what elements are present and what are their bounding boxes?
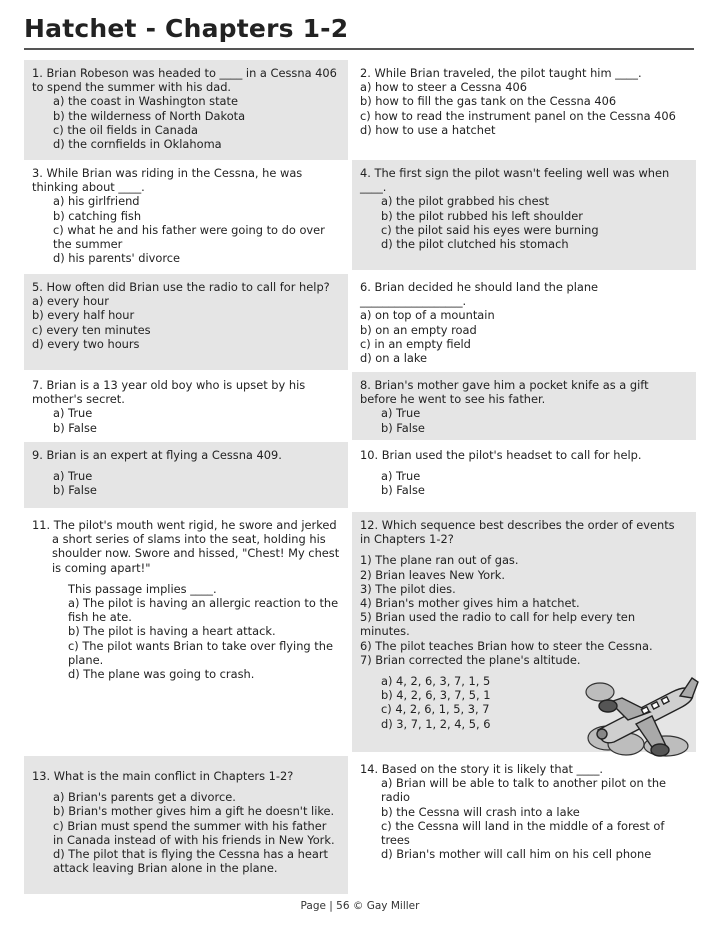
question-13-option-c: c) Brian must spend the summer with his father in Canada instead of with his friends in New York. — [53, 818, 335, 847]
question-10-option-b: b) False — [381, 483, 425, 498]
question-6-blank: __________________. — [360, 294, 467, 309]
question-3 — [24, 160, 348, 270]
question-5-option-b: b) every half hour — [32, 308, 135, 323]
question-3-option-c: c) what he and his father were going to do over the summer — [53, 222, 325, 252]
question-7 — [24, 372, 348, 440]
question-4-option-a: a) the pilot grabbed his chest — [381, 194, 550, 209]
question-6-option-c: c) in an empty field — [360, 336, 471, 351]
question-11-option-a: a) The pilot is having an allergic reaction to the fish he ate. — [68, 596, 339, 625]
question-5-option-d: d) every two hours — [32, 336, 140, 351]
question-3-option-a: a) his girlfriend — [53, 194, 140, 209]
question-13-option-d: d) The pilot that is flying the Cessna has a heart attack leaving Brian alone in the plane. — [53, 847, 329, 876]
question-12-event-5: 5) Brian used the radio to call for help every ten minutes. — [360, 610, 636, 639]
question-3-text: 3. While Brian was riding in the Cessna, he was thinking about ____. — [32, 166, 303, 195]
question-2 — [352, 60, 696, 160]
question-12-event-7: 7) Brian corrected the plane's altitude. — [360, 652, 581, 667]
question-4-text: 4. The first sign the pilot wasn't feeling well was when ____. — [360, 166, 670, 195]
question-8-option-b: b) False — [381, 420, 425, 435]
question-9-option-b: b) False — [53, 483, 97, 498]
question-12-text: 12. Which sequence best describes the order of events in Chapters 1-2? — [360, 518, 675, 547]
question-1-text: 1. Brian Robeson was headed to ____ in a Cessna 406 to spend the summer with his dad. — [32, 66, 337, 95]
question-2-option-b: b) how to fill the gas tank on the Cessna 406 — [360, 94, 617, 109]
question-14 — [352, 756, 696, 894]
airplane-cartoon-icon — [580, 672, 705, 762]
question-9-option-a: a) True — [53, 469, 93, 484]
question-11-text: 11. The pilot's mouth went rigid, he swore and jerked a short series of slams into the seat, holding his shoulder now. Swore and hissed, "Chest! My chest is coming apart!" — [32, 518, 340, 575]
question-11-option-d: d) The plane was going to crash. — [68, 667, 255, 682]
page-title: Hatchet - Chapters 1-2 — [24, 14, 349, 43]
question-6-option-d: d) on a lake — [360, 351, 428, 366]
question-7-text: 7. Brian is a 13 year old boy who is upset by his mother's secret. — [32, 378, 306, 407]
question-7-option-b: b) False — [53, 420, 97, 435]
question-11 — [24, 512, 348, 752]
question-14-option-b: b) the Cessna will crash into a lake — [381, 804, 580, 819]
question-12-event-3: 3) The pilot dies. — [360, 581, 456, 596]
question-6-option-b: b) on an empty road — [360, 322, 477, 337]
question-12-option-b: b) 4, 2, 6, 3, 7, 5, 1 — [381, 688, 491, 703]
question-12-option-d: d) 3, 7, 1, 2, 4, 5, 6 — [381, 716, 491, 731]
question-10-text: 10. Brian used the pilot's headset to call for help. — [360, 448, 642, 462]
question-10-option-a: a) True — [381, 469, 421, 484]
question-11-option-b: b) The pilot is having a heart attack. — [68, 624, 276, 639]
question-1-option-d: d) the cornfields in Oklahoma — [53, 137, 222, 152]
question-3-option-d: d) his parents' divorce — [53, 251, 181, 266]
question-12-event-2: 2) Brian leaves New York. — [360, 567, 506, 582]
question-8-text: 8. Brian's mother gave him a pocket knife as a gift before he went to see his father. — [360, 378, 649, 407]
question-13-option-b: b) Brian's mother gives him a gift he doesn't like. — [53, 804, 335, 819]
question-4 — [352, 160, 696, 270]
question-11-option-c: c) The pilot wants Brian to take over flying the plane. — [68, 638, 333, 667]
question-13-option-a: a) Brian's parents get a divorce. — [53, 790, 236, 805]
question-10 — [352, 442, 696, 508]
question-6 — [352, 274, 696, 370]
question-5 — [24, 274, 348, 370]
question-9-text: 9. Brian is an expert at flying a Cessna 409. — [32, 448, 282, 462]
question-1-option-c: c) the oil fields in Canada — [53, 122, 199, 137]
question-12-option-c: c) 4, 2, 6, 1, 5, 3, 7 — [381, 702, 490, 717]
question-12-event-6: 6) The pilot teaches Brian how to steer the Cessna. — [360, 638, 653, 653]
question-2-text: 2. While Brian traveled, the pilot taught him ____. — [360, 66, 642, 80]
question-13 — [24, 756, 348, 894]
question-7-option-a: a) True — [53, 406, 93, 421]
question-14-option-c: c) the Cessna will land in the middle of a forest of trees — [381, 818, 665, 848]
question-6-text: 6. Brian decided he should land the plane — [360, 280, 599, 294]
question-13-text: 13. What is the main conflict in Chapters 1-2? — [32, 769, 294, 783]
question-1 — [24, 60, 348, 160]
question-12-event-1: 1) The plane ran out of gas. — [360, 553, 519, 568]
question-9 — [24, 442, 348, 508]
question-5-option-c: c) every ten minutes — [32, 322, 151, 337]
question-2-option-c: c) how to read the instrument panel on the Cessna 406 — [360, 108, 676, 123]
question-6-option-a: a) on top of a mountain — [360, 308, 495, 323]
question-11-prompt: This passage implies ____. — [68, 581, 217, 596]
question-5-option-a: a) every hour — [32, 294, 109, 309]
question-5-text: 5. How often did Brian use the radio to call for help? — [32, 280, 330, 294]
question-2-option-a: a) how to steer a Cessna 406 — [360, 80, 527, 95]
question-2-option-d: d) how to use a hatchet — [360, 122, 496, 137]
question-4-option-c: c) the pilot said his eyes were burning — [381, 222, 599, 237]
question-1-option-a: a) the coast in Washington state — [53, 94, 239, 109]
question-14-option-a: a) Brian will be able to talk to another pilot on the radio — [381, 776, 667, 805]
question-12-option-a: a) 4, 2, 6, 3, 7, 1, 5 — [381, 674, 491, 689]
question-4-option-d: d) the pilot clutched his stomach — [381, 237, 569, 252]
question-12-event-4: 4) Brian's mother gives him a hatchet. — [360, 596, 580, 611]
question-14-option-d: d) Brian's mother will call him on his cell phone — [381, 847, 652, 862]
question-1-option-b: b) the wilderness of North Dakota — [53, 108, 246, 123]
page-footer: Page | 56 © Gay Miller — [300, 900, 420, 912]
question-4-option-b: b) the pilot rubbed his left shoulder — [381, 208, 583, 223]
question-3-option-b: b) catching fish — [53, 208, 142, 223]
question-8-option-a: a) True — [381, 406, 421, 421]
question-8 — [352, 372, 696, 440]
title-divider — [24, 48, 694, 50]
question-14-text: 14. Based on the story it is likely that ____. — [360, 762, 604, 776]
